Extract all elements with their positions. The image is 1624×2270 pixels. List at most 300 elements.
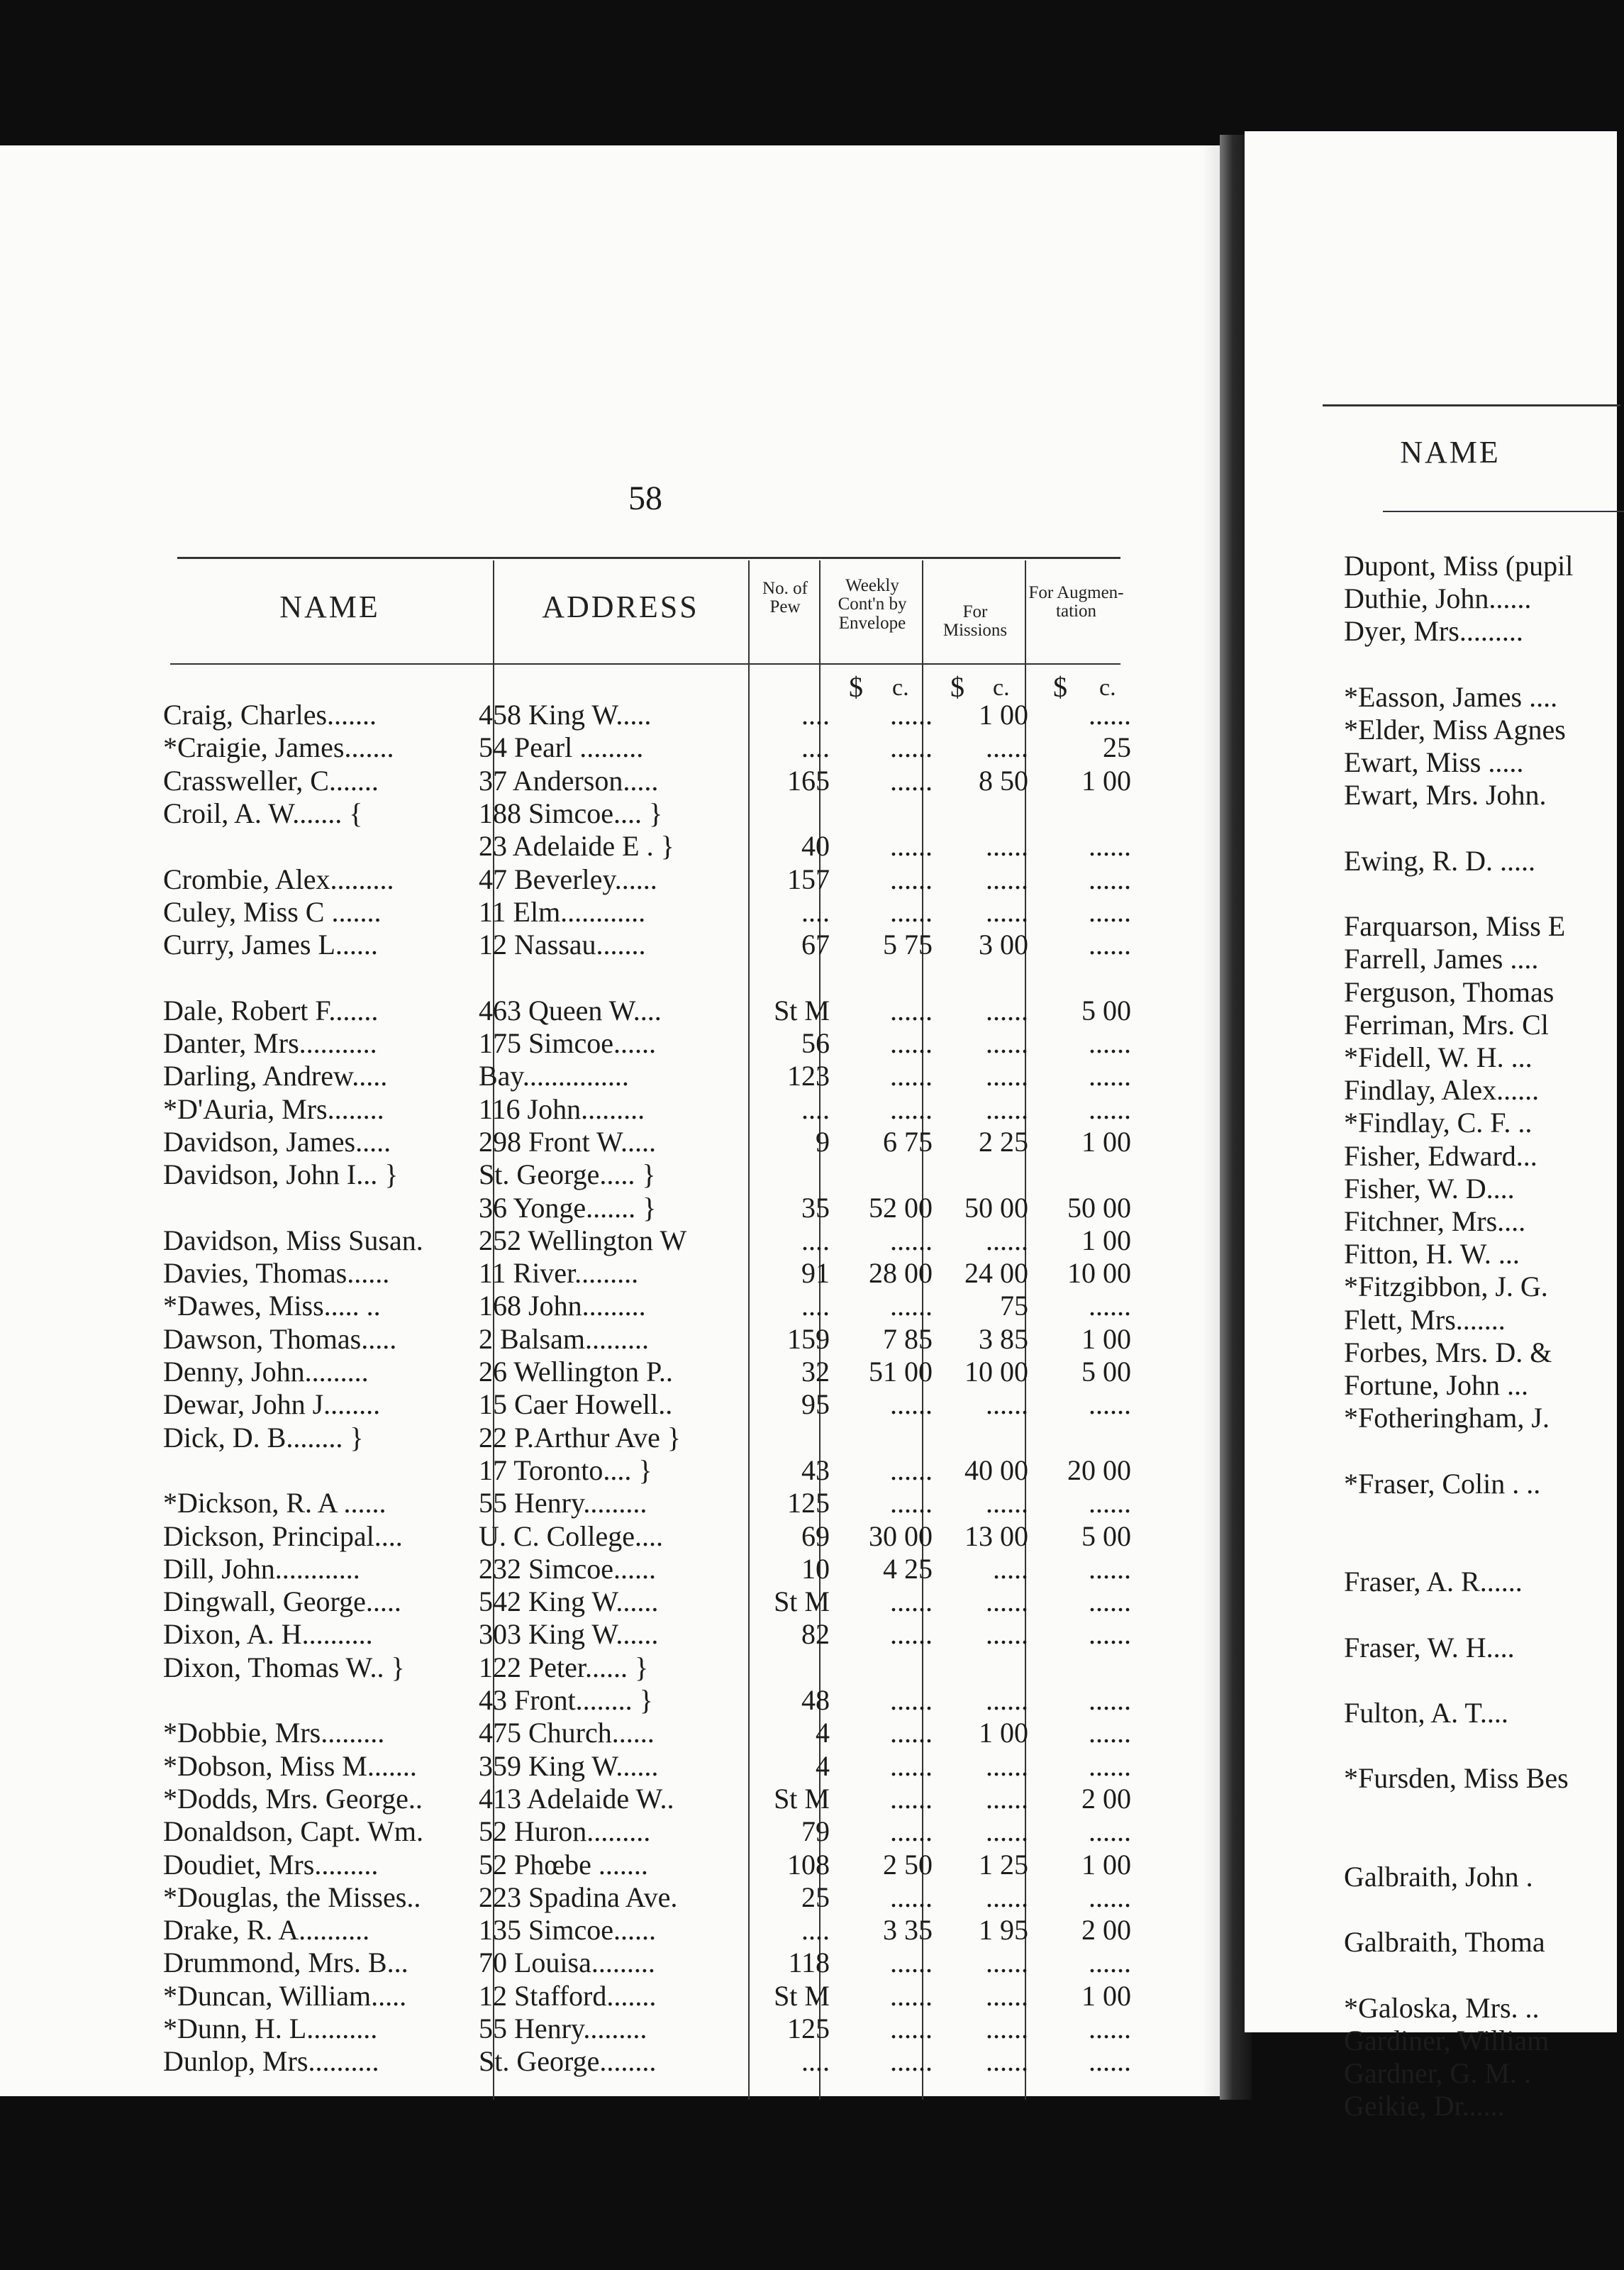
augmentation-amount: ...... xyxy=(1089,1881,1131,1913)
right-member-name: Geikie, Dr...... xyxy=(1344,2090,1505,2122)
right-member-name: *Fidell, W. H. ... xyxy=(1344,1041,1533,1073)
missions-amount: ...... xyxy=(986,1060,1028,1092)
pew-number: 40 xyxy=(801,830,830,863)
augmentation-amount: 20 00 xyxy=(1067,1454,1131,1486)
missions-amount: 13 00 xyxy=(964,1519,1028,1552)
member-name: *Douglas, the Misses.. xyxy=(163,1881,421,1913)
header-name: NAME xyxy=(279,589,380,624)
member-address: 232 Simcoe...... xyxy=(479,1552,656,1585)
pew-number xyxy=(759,797,830,830)
missions-amount: ...... xyxy=(986,1684,1028,1716)
member-name: Denny, John......... xyxy=(163,1356,369,1388)
member-name: Dick, D. B........ } xyxy=(163,1421,364,1454)
augmentation-amount xyxy=(1039,1158,1131,1191)
pew-number: 32 xyxy=(801,1356,830,1388)
missions-amount: ...... xyxy=(986,1749,1028,1782)
augmentation-amount: ...... xyxy=(1089,1717,1131,1749)
table-top-rule xyxy=(177,557,1120,559)
missions-amount: 1 95 xyxy=(979,1914,1028,1947)
augmentation-amount xyxy=(1039,1422,1131,1454)
augmentation-amount: ...... xyxy=(1089,1487,1131,1519)
member-address: 303 King W...... xyxy=(479,1618,659,1651)
pew-number: .... xyxy=(801,1224,830,1256)
member-name: Doudiet, Mrs......... xyxy=(163,1848,379,1881)
augmentation-amount: ...... xyxy=(1089,1585,1131,1618)
right-member-name: Farrell, James .... xyxy=(1344,943,1539,975)
weekly-contribution: ...... xyxy=(890,2012,933,2044)
member-address: 47 Beverley...... xyxy=(479,863,657,895)
member-address: 55 Henry......... xyxy=(479,1487,647,1519)
member-address: 52 Phœbe ....... xyxy=(479,1848,648,1881)
pew-number: 123 xyxy=(787,1060,830,1092)
right-member-name: Fraser, W. H.... xyxy=(1344,1631,1515,1663)
pew-number: 9 xyxy=(816,1125,830,1158)
member-name: *Dawes, Miss..... .. xyxy=(163,1290,381,1322)
right-member-name: Fisher, W. D.... xyxy=(1344,1172,1515,1205)
missions-amount xyxy=(940,1651,1028,1684)
member-address: 17 Toronto.... } xyxy=(479,1454,652,1486)
column-rule-pew xyxy=(748,560,750,2100)
weekly-contribution: ...... xyxy=(890,1454,933,1486)
right-member-name: Fulton, A. T.... xyxy=(1344,1697,1508,1729)
member-address: 43 Front........ } xyxy=(479,1684,653,1716)
pew-number: 67 xyxy=(801,929,830,961)
right-member-name: Ewing, R. D. ..... xyxy=(1344,844,1535,877)
augmentation-amount: ...... xyxy=(1089,1092,1131,1125)
member-address: 22 P.Arthur Ave } xyxy=(479,1421,682,1454)
missions-amount: ...... xyxy=(986,830,1028,863)
right-member-name: Fitton, H. W. ... xyxy=(1344,1238,1520,1270)
missions-amount: 2 25 xyxy=(979,1125,1028,1158)
member-address: 70 Louisa......... xyxy=(479,1947,655,1979)
pew-number: 56 xyxy=(801,1027,830,1059)
member-name: *Dodds, Mrs. George.. xyxy=(163,1782,423,1815)
member-address: 122 Peter...... } xyxy=(479,1651,649,1683)
pew-number: 35 xyxy=(801,1191,830,1224)
missions-amount: ...... xyxy=(986,1027,1028,1059)
weekly-contribution: ...... xyxy=(890,1749,933,1782)
weekly-contribution: ...... xyxy=(890,1979,933,2012)
pew-number: .... xyxy=(801,1914,830,1947)
member-name: Davidson, John I... } xyxy=(163,1158,399,1191)
member-address: 37 Anderson..... xyxy=(479,764,659,797)
missions-amount: ...... xyxy=(986,1782,1028,1815)
augmentation-amount: ...... xyxy=(1089,1290,1131,1322)
weekly-contribution xyxy=(844,1422,933,1454)
weekly-cent-sign: c. xyxy=(892,675,909,701)
right-member-name: Ewart, Mrs. John. xyxy=(1344,779,1547,812)
weekly-contribution: ...... xyxy=(890,1027,933,1059)
aug-dollar-sign: $ xyxy=(1053,671,1067,703)
augmentation-amount: ...... xyxy=(1089,863,1131,895)
missions-amount: 10 00 xyxy=(964,1356,1028,1388)
right-member-name: Ewart, Miss ..... xyxy=(1344,746,1524,779)
augmentation-amount: 50 00 xyxy=(1067,1191,1131,1224)
augmentation-amount: ...... xyxy=(1089,1552,1131,1585)
weekly-contribution: 7 85 xyxy=(883,1322,933,1355)
missions-amount xyxy=(940,797,1028,830)
right-member-name: Duthie, John...... xyxy=(1344,582,1532,615)
member-address: 15 Caer Howell.. xyxy=(479,1388,673,1421)
member-name: Danter, Mrs........... xyxy=(163,1027,377,1059)
weekly-contribution: 52 00 xyxy=(869,1191,933,1224)
member-name: Davidson, Miss Susan. xyxy=(163,1224,423,1256)
augmentation-amount: 1 00 xyxy=(1081,764,1131,797)
right-member-name: *Easson, James .... xyxy=(1344,680,1558,713)
weekly-contribution: 51 00 xyxy=(869,1356,933,1388)
augmentation-amount: 1 00 xyxy=(1081,1979,1131,2012)
member-name: Dickson, Principal.... xyxy=(163,1519,403,1552)
weekly-contribution: 4 25 xyxy=(883,1552,933,1585)
weekly-contribution: ...... xyxy=(890,731,933,764)
augmentation-amount: ...... xyxy=(1089,1815,1131,1848)
member-address: 12 Nassau....... xyxy=(479,929,646,961)
weekly-contribution: ...... xyxy=(890,764,933,797)
augmentation-amount: ...... xyxy=(1089,1618,1131,1651)
weekly-contribution: ...... xyxy=(890,1092,933,1125)
right-member-name: Flett, Mrs....... xyxy=(1344,1303,1506,1336)
augmentation-amount: 1 00 xyxy=(1081,1224,1131,1256)
member-address: St. George........ xyxy=(479,2045,657,2078)
member-name: *Dobson, Miss M....... xyxy=(163,1749,417,1782)
weekly-contribution: 6 75 xyxy=(883,1125,933,1158)
pew-number: 95 xyxy=(801,1388,830,1421)
member-address: 135 Simcoe...... xyxy=(479,1914,656,1947)
member-address: 36 Yonge....... } xyxy=(479,1191,657,1224)
missions-amount xyxy=(940,1422,1028,1454)
missions-amount: ...... xyxy=(986,994,1028,1026)
pew-number: 165 xyxy=(787,764,830,797)
missions-amount: ...... xyxy=(986,1979,1028,2012)
member-name: Drummond, Mrs. B... xyxy=(163,1947,408,1979)
weekly-contribution xyxy=(844,797,933,830)
missions-amount: ...... xyxy=(986,2045,1028,2078)
augmentation-amount: 5 00 xyxy=(1081,1519,1131,1552)
missions-amount: 40 00 xyxy=(964,1454,1028,1486)
pew-number: 159 xyxy=(787,1322,830,1355)
member-name: Crassweller, C....... xyxy=(163,764,379,797)
pew-number xyxy=(759,961,830,994)
member-address: 11 River......... xyxy=(479,1257,639,1290)
weekly-contribution: ...... xyxy=(890,830,933,863)
member-address: 168 John......... xyxy=(479,1290,646,1322)
weekly-contribution xyxy=(844,961,933,994)
member-name xyxy=(163,1192,461,1224)
member-address: St. George..... } xyxy=(479,1158,656,1191)
augmentation-amount: ...... xyxy=(1089,1027,1131,1059)
right-page xyxy=(1245,131,1617,2122)
pew-number: 10 xyxy=(801,1552,830,1585)
member-address: 54 Pearl ......... xyxy=(479,731,644,764)
missions-amount: 75 xyxy=(1000,1290,1028,1322)
weekly-contribution: ...... xyxy=(890,1585,933,1618)
member-name: *Dobbie, Mrs......... xyxy=(163,1717,385,1749)
weekly-contribution: ...... xyxy=(890,1947,933,1979)
augmentation-amount: 5 00 xyxy=(1081,1356,1131,1388)
augmentation-amount: ...... xyxy=(1089,699,1131,731)
left-page xyxy=(0,145,1230,2096)
member-name: *Dickson, R. A ...... xyxy=(163,1487,386,1519)
pew-number: 79 xyxy=(801,1815,830,1848)
missions-amount: ...... xyxy=(986,1618,1028,1651)
missions-amount: ...... xyxy=(986,2012,1028,2044)
header-address: ADDRESS xyxy=(542,589,699,624)
pew-number: St M xyxy=(774,994,830,1026)
member-address xyxy=(479,961,748,994)
right-member-name: *Elder, Miss Agnes xyxy=(1344,714,1566,746)
member-name: Croil, A. W....... { xyxy=(163,797,363,829)
weekly-contribution: ...... xyxy=(890,1487,933,1519)
member-name xyxy=(163,1684,461,1717)
missions-amount: 1 00 xyxy=(979,1717,1028,1749)
member-address: 475 Church...... xyxy=(479,1717,655,1749)
missions-amount: ...... xyxy=(986,731,1028,764)
weekly-contribution: ...... xyxy=(890,1782,933,1815)
member-name: Davidson, James..... xyxy=(163,1125,391,1158)
pew-number: 4 xyxy=(816,1717,830,1749)
header-missions: For Missions xyxy=(942,602,1008,641)
missions-amount: 8 50 xyxy=(979,764,1028,797)
right-member-name: Fraser, A. R...... xyxy=(1344,1566,1523,1598)
weekly-contribution: ...... xyxy=(890,994,933,1026)
weekly-contribution: ...... xyxy=(890,699,933,731)
weekly-contribution: ...... xyxy=(890,1224,933,1256)
augmentation-amount: 1 00 xyxy=(1081,1848,1131,1881)
weekly-contribution: ...... xyxy=(890,895,933,928)
missions-amount: 24 00 xyxy=(964,1257,1028,1290)
member-name xyxy=(163,830,461,863)
pew-number xyxy=(759,1651,830,1684)
member-name: Dale, Robert F....... xyxy=(163,994,379,1026)
member-address: 116 John......... xyxy=(479,1092,645,1125)
member-name: *Duncan, William..... xyxy=(163,1979,407,2012)
augmentation-amount: ...... xyxy=(1089,2045,1131,2078)
missions-amount: ...... xyxy=(986,863,1028,895)
weekly-contribution: ...... xyxy=(890,1717,933,1749)
right-member-name: Galbraith, John . xyxy=(1344,1861,1533,1893)
member-address: 413 Adelaide W.. xyxy=(479,1782,674,1815)
pew-number: .... xyxy=(801,895,830,928)
right-member-name: Farquarson, Miss E xyxy=(1344,910,1566,943)
member-name: Dawson, Thomas..... xyxy=(163,1322,397,1355)
augmentation-amount: 25 xyxy=(1103,731,1131,764)
right-member-name: *Findlay, C. F. .. xyxy=(1344,1107,1533,1139)
member-name: Donaldson, Capt. Wm. xyxy=(163,1815,424,1848)
right-member-name: Forbes, Mrs. D. & xyxy=(1344,1336,1552,1368)
missions-amount: ...... xyxy=(986,1388,1028,1421)
member-name xyxy=(163,1454,461,1487)
right-member-name: *Galoska, Mrs. .. xyxy=(1344,1991,1540,2024)
pew-number: 157 xyxy=(787,863,830,895)
augmentation-amount xyxy=(1039,961,1131,994)
member-name: Davies, Thomas...... xyxy=(163,1257,390,1290)
weekly-contribution: ...... xyxy=(890,1815,933,1848)
member-address: 175 Simcoe...... xyxy=(479,1027,656,1059)
missions-amount: ...... xyxy=(986,895,1028,928)
augmentation-amount: ...... xyxy=(1089,2012,1131,2044)
member-address: 12 Stafford....... xyxy=(479,1979,657,2012)
right-member-name: *Fursden, Miss Bes xyxy=(1344,1762,1569,1795)
missions-amount: ...... xyxy=(986,1224,1028,1256)
member-name: Drake, R. A.......... xyxy=(163,1914,370,1947)
pew-number: 91 xyxy=(801,1257,830,1290)
missions-amount xyxy=(940,961,1028,994)
member-name: *Dunn, H. L.......... xyxy=(163,2012,378,2044)
right-header-name: NAME xyxy=(1400,435,1501,470)
augmentation-amount: 5 00 xyxy=(1081,994,1131,1026)
right-member-name: *Fraser, Colin . .. xyxy=(1344,1467,1541,1500)
missions-amount: ..... xyxy=(993,1552,1028,1585)
weekly-contribution xyxy=(844,1651,933,1684)
pew-number: .... xyxy=(801,1092,830,1125)
augmentation-amount: ...... xyxy=(1089,1947,1131,1979)
member-name: Dewar, John J........ xyxy=(163,1388,381,1421)
pew-number: 69 xyxy=(801,1519,830,1552)
missions-amount: 3 00 xyxy=(979,929,1028,961)
member-name: Craig, Charles....... xyxy=(163,699,377,731)
right-member-name: Gardiner, William xyxy=(1344,2025,1550,2056)
weekly-contribution: ...... xyxy=(890,1388,933,1421)
right-header-bottom-rule xyxy=(1383,511,1624,512)
weekly-contribution: ...... xyxy=(890,863,933,895)
missions-dollar-sign: $ xyxy=(950,671,964,703)
weekly-contribution: 28 00 xyxy=(869,1257,933,1290)
right-member-name: *Fotheringham, J. xyxy=(1344,1402,1550,1434)
missions-amount: ...... xyxy=(986,1947,1028,1979)
right-member-name: Galbraith, Thoma xyxy=(1344,1926,1545,1959)
right-member-name: Dupont, Miss (pupil xyxy=(1344,550,1574,582)
augmentation-amount: 1 00 xyxy=(1081,1322,1131,1355)
member-name: Culey, Miss C ....... xyxy=(163,895,382,928)
weekly-contribution: ...... xyxy=(890,1618,933,1651)
member-name: Dixon, Thomas W.. } xyxy=(163,1651,405,1683)
weekly-contribution: 5 75 xyxy=(883,929,933,961)
augmentation-amount xyxy=(1039,1651,1131,1684)
right-member-name: Ferriman, Mrs. Cl xyxy=(1344,1008,1549,1041)
pew-number: 125 xyxy=(787,1487,830,1519)
aug-cent-sign: c. xyxy=(1099,675,1116,701)
member-address: U. C. College.... xyxy=(479,1519,663,1552)
augmentation-amount xyxy=(1039,797,1131,830)
member-address: 223 Spadina Ave. xyxy=(479,1881,678,1913)
member-name xyxy=(163,961,461,994)
augmentation-amount: ...... xyxy=(1089,1060,1131,1092)
header-weekly: Weekly Cont'n by Envelope xyxy=(838,576,907,633)
member-address: 55 Henry......... xyxy=(479,2012,647,2044)
pew-number: 4 xyxy=(816,1749,830,1782)
weekly-contribution xyxy=(844,1158,933,1191)
pew-number: 43 xyxy=(801,1454,830,1486)
pew-number xyxy=(759,1422,830,1454)
right-member-name: Gardner, G. M. . xyxy=(1344,2057,1531,2090)
member-address: 2 Balsam......... xyxy=(479,1322,649,1355)
member-address: 542 King W...... xyxy=(479,1585,659,1618)
weekly-dollar-sign: $ xyxy=(849,671,863,703)
augmentation-amount: ...... xyxy=(1089,1684,1131,1716)
pew-number: 125 xyxy=(787,2012,830,2044)
pew-number: .... xyxy=(801,731,830,764)
pew-number: 48 xyxy=(801,1684,830,1716)
right-top-rule xyxy=(1323,404,1620,406)
missions-amount: ...... xyxy=(986,1092,1028,1125)
right-member-name: Fitchner, Mrs.... xyxy=(1344,1205,1526,1237)
member-address: 252 Wellington W xyxy=(479,1224,687,1256)
member-name: Dixon, A. H.......... xyxy=(163,1618,373,1651)
pew-number: .... xyxy=(801,2045,830,2078)
pew-number: 108 xyxy=(787,1848,830,1881)
pew-number: St M xyxy=(774,1979,830,2012)
member-address: 458 King W..... xyxy=(479,699,652,731)
pew-number xyxy=(759,1158,830,1191)
pew-number: 25 xyxy=(801,1881,830,1913)
pew-number: .... xyxy=(801,699,830,731)
member-address: Bay............... xyxy=(479,1060,629,1092)
pew-number: 82 xyxy=(801,1618,830,1651)
right-member-name: Findlay, Alex...... xyxy=(1344,1074,1540,1107)
member-name: *Craigie, James....... xyxy=(163,731,394,764)
weekly-contribution: ...... xyxy=(890,2045,933,2078)
missions-amount: 1 25 xyxy=(979,1848,1028,1881)
member-name: Dunlop, Mrs.......... xyxy=(163,2045,379,2078)
weekly-contribution: ...... xyxy=(890,1684,933,1716)
augmentation-amount: 1 00 xyxy=(1081,1125,1131,1158)
missions-amount: ...... xyxy=(986,1585,1028,1618)
pew-number: St M xyxy=(774,1782,830,1815)
weekly-contribution: ...... xyxy=(890,1290,933,1322)
member-address: 359 King W...... xyxy=(479,1749,659,1782)
augmentation-amount: 10 00 xyxy=(1067,1257,1131,1290)
header-bottom-rule xyxy=(170,663,1120,665)
missions-amount: 3 85 xyxy=(979,1322,1028,1355)
member-name: Crombie, Alex......... xyxy=(163,863,394,895)
weekly-contribution: ...... xyxy=(890,1060,933,1092)
augmentation-amount: ...... xyxy=(1089,1749,1131,1782)
right-member-name: Dyer, Mrs......... xyxy=(1344,615,1523,648)
augmentation-amount: 2 00 xyxy=(1081,1782,1131,1815)
pew-number: .... xyxy=(801,1290,830,1322)
weekly-contribution: 2 50 xyxy=(883,1848,933,1881)
right-member-name: Ferguson, Thomas xyxy=(1344,975,1555,1008)
page-number: 58 xyxy=(628,480,662,517)
member-name: *D'Auria, Mrs........ xyxy=(163,1092,384,1125)
member-address: 188 Simcoe.... } xyxy=(479,797,663,829)
member-name: Curry, James L...... xyxy=(163,929,378,961)
member-name: Dingwall, George..... xyxy=(163,1585,401,1618)
weekly-contribution: ...... xyxy=(890,1881,933,1913)
pew-number: 118 xyxy=(788,1947,830,1979)
member-address: 463 Queen W.... xyxy=(479,994,662,1026)
missions-amount: 50 00 xyxy=(964,1191,1028,1224)
augmentation-amount: ...... xyxy=(1089,830,1131,863)
missions-amount: ...... xyxy=(986,1487,1028,1519)
right-member-name: Fisher, Edward... xyxy=(1344,1139,1537,1172)
missions-cent-sign: c. xyxy=(993,675,1010,701)
missions-amount: ...... xyxy=(986,1815,1028,1848)
right-member-name: Fortune, John ... xyxy=(1344,1369,1528,1401)
member-name: Dill, John............ xyxy=(163,1552,360,1585)
augmentation-amount: 2 00 xyxy=(1081,1914,1131,1947)
missions-amount: ...... xyxy=(986,1881,1028,1913)
missions-amount: 1 00 xyxy=(979,699,1028,731)
pew-number: St M xyxy=(774,1585,830,1618)
header-augmentation: For Augmen-tation xyxy=(1028,583,1124,621)
member-address: 298 Front W..... xyxy=(479,1125,657,1158)
weekly-contribution: 3 35 xyxy=(883,1914,933,1947)
member-name: Darling, Andrew..... xyxy=(163,1060,388,1092)
right-member-name: *Fitzgibbon, J. G. xyxy=(1344,1270,1548,1303)
member-address: 11 Elm............ xyxy=(479,895,646,928)
member-address: 23 Adelaide E . } xyxy=(479,830,674,863)
